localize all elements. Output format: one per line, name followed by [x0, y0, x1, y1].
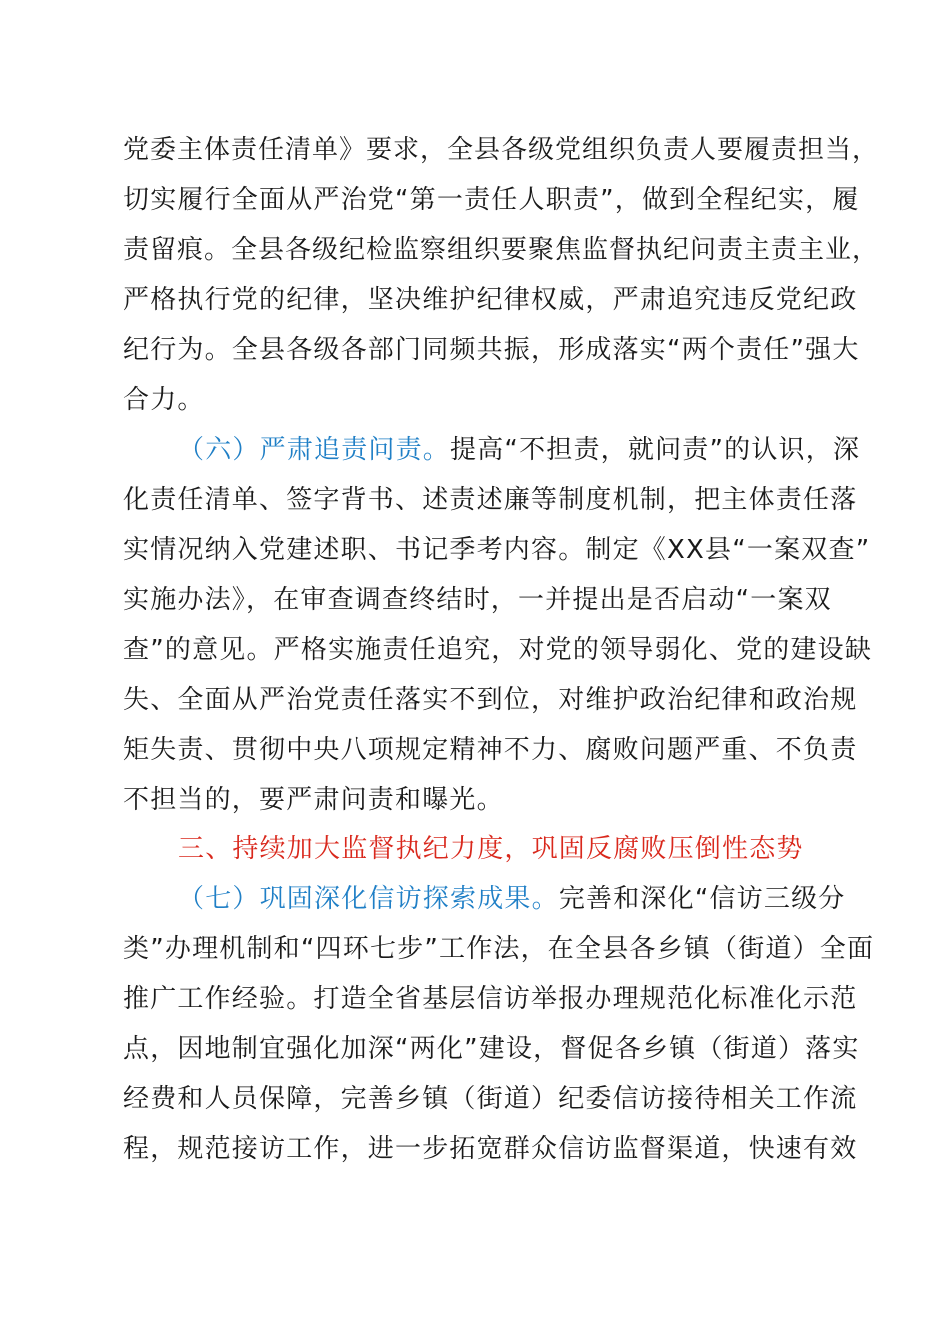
section-7-text: 完善和深化“信访三级分 — [558, 884, 846, 914]
section-6-heading: （六）严肃追责问责。 — [178, 435, 451, 465]
paragraph-line: 实情况纳入党建述职、书记季考内容。制定《XX县“一案双查” — [123, 535, 871, 565]
paragraph-line: 合力。 — [123, 385, 205, 415]
paragraph-line: 点，因地制宜强化加深“两化”建设，督促各乡镇（街道）落实 — [123, 1034, 860, 1064]
section-6-text: 提高“不担责，就问责”的认识，深 — [450, 435, 861, 465]
paragraph-line: 党委主体责任清单》要求，全县各级党组织负责人要履责担当， — [123, 135, 880, 165]
paragraph-line: 化责任清单、签字背书、述责述廉等制度机制，把主体责任落 — [123, 485, 858, 515]
section-7-first-line — [178, 879, 845, 919]
section-7-heading: （七）巩固深化信访探索成果。 — [178, 884, 559, 914]
paragraph-line: 类”办理机制和“四环七步”工作法，在全县各乡镇（街道）全面 — [123, 934, 875, 964]
section-6-first-line — [178, 430, 860, 470]
paragraph-line: 推广工作经验。打造全省基层信访举报办理规范化标准化示范 — [123, 984, 858, 1014]
paragraph-line: 失、全面从严治党责任落实不到位，对维护政治纪律和政治规 — [123, 685, 858, 715]
paragraph-line: 纪行为。全县各级各部门同频共振，形成落实“两个责任”强大 — [123, 335, 860, 365]
paragraph-line: 程，规范接访工作，进一步拓宽群众信访监督渠道，快速有效 — [123, 1134, 858, 1164]
paragraph-line: 不担当的，要严肃问责和曝光。 — [123, 785, 504, 815]
paragraph-line: 实施办法》，在审查调查终结时，一并提出是否启动“一案双 — [123, 585, 832, 615]
paragraph-line: 责留痕。全县各级纪检监察组织要聚焦监督执纪问责主责主业， — [123, 235, 880, 265]
paragraph-line: 严格执行党的纪律，坚决维护纪律权威，严肃追究违反党纪政 — [123, 285, 858, 315]
part-3-title: 三、持续加大监督执纪力度，巩固反腐败压倒性态势 — [178, 834, 804, 864]
paragraph-line: 矩失责、贯彻中央八项规定精神不力、腐败问题严重、不负责 — [123, 735, 858, 765]
paragraph-line: 经费和人员保障，完善乡镇（街道）纪委信访接待相关工作流 — [123, 1084, 858, 1114]
paragraph-line: 切实履行全面从严治党“第一责任人职责”，做到全程纪实，履 — [123, 185, 860, 215]
paragraph-line: 查”的意见。严格实施责任追究，对党的领导弱化、党的建设缺 — [123, 635, 873, 665]
